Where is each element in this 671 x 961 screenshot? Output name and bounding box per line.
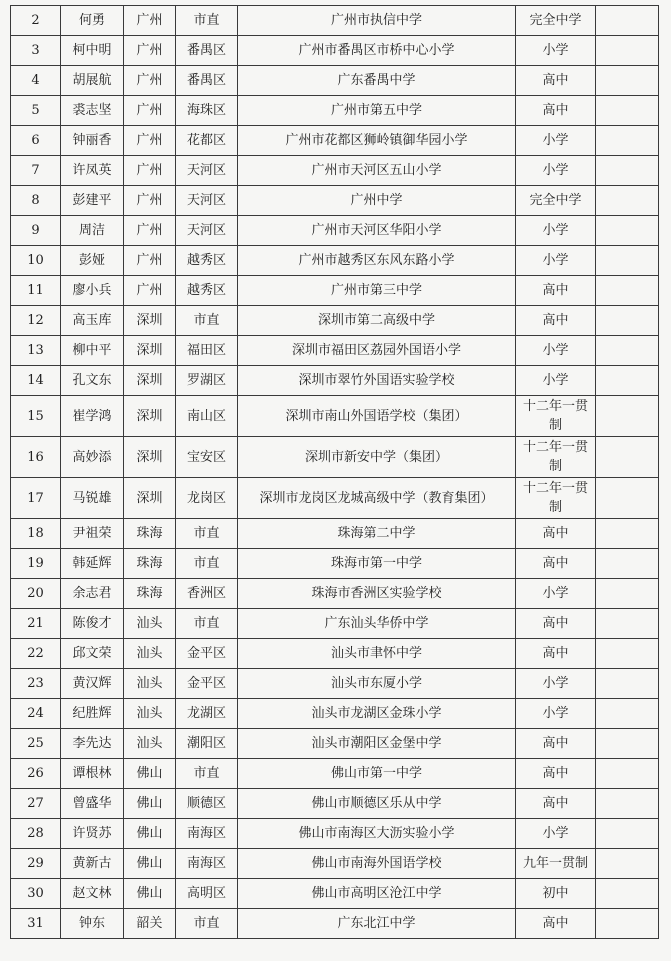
person-name-cell: 裘志坚	[61, 96, 124, 126]
school-name-cell: 广东北江中学	[238, 909, 516, 939]
school-name-cell: 深圳市福田区荔园外国语小学	[238, 336, 516, 366]
school-type-cell: 小学	[516, 699, 596, 729]
school-type-cell: 小学	[516, 246, 596, 276]
row-number-cell: 28	[11, 819, 61, 849]
table-row	[11, 549, 659, 579]
table-row	[11, 437, 659, 478]
school-type-cell: 小学	[516, 126, 596, 156]
school-type-cell: 高中	[516, 909, 596, 939]
school-type-cell: 完全中学	[516, 186, 596, 216]
person-name-cell: 高玉库	[61, 306, 124, 336]
empty-cell	[596, 437, 659, 478]
table-row	[11, 579, 659, 609]
table-row	[11, 639, 659, 669]
school-name-cell: 广州中学	[238, 186, 516, 216]
empty-cell	[596, 909, 659, 939]
empty-cell	[596, 819, 659, 849]
empty-cell	[596, 699, 659, 729]
empty-cell	[596, 789, 659, 819]
table-row	[11, 478, 659, 519]
district-cell: 海珠区	[176, 96, 238, 126]
school-type-cell: 十二年一贯制	[516, 437, 596, 478]
row-number-cell: 21	[11, 609, 61, 639]
city-cell: 广州	[124, 36, 176, 66]
city-cell: 韶关	[124, 909, 176, 939]
empty-cell	[596, 759, 659, 789]
school-name-cell: 汕头市聿怀中学	[238, 639, 516, 669]
school-name-cell: 广州市第五中学	[238, 96, 516, 126]
person-name-cell: 高妙添	[61, 437, 124, 478]
district-cell: 宝安区	[176, 437, 238, 478]
school-name-cell: 珠海市第一中学	[238, 549, 516, 579]
school-name-cell: 广州市花都区狮岭镇御华园小学	[238, 126, 516, 156]
school-name-cell: 佛山市第一中学	[238, 759, 516, 789]
person-name-cell: 谭根林	[61, 759, 124, 789]
table-row	[11, 729, 659, 759]
table-row	[11, 156, 659, 186]
row-number-cell: 16	[11, 437, 61, 478]
school-name-cell: 汕头市东厦小学	[238, 669, 516, 699]
person-name-cell: 钟东	[61, 909, 124, 939]
city-cell: 广州	[124, 186, 176, 216]
school-type-cell: 小学	[516, 819, 596, 849]
person-name-cell: 钟丽香	[61, 126, 124, 156]
district-cell: 罗湖区	[176, 366, 238, 396]
row-number-cell: 24	[11, 699, 61, 729]
city-cell: 汕头	[124, 699, 176, 729]
city-cell: 汕头	[124, 639, 176, 669]
row-number-cell: 17	[11, 478, 61, 519]
school-type-cell: 小学	[516, 579, 596, 609]
empty-cell	[596, 66, 659, 96]
person-name-cell: 廖小兵	[61, 276, 124, 306]
empty-cell	[596, 549, 659, 579]
district-cell: 花都区	[176, 126, 238, 156]
table-row	[11, 396, 659, 437]
row-number-cell: 20	[11, 579, 61, 609]
table-row	[11, 669, 659, 699]
district-cell: 市直	[176, 609, 238, 639]
city-cell: 深圳	[124, 437, 176, 478]
city-cell: 广州	[124, 66, 176, 96]
row-number-cell: 6	[11, 126, 61, 156]
row-number-cell: 26	[11, 759, 61, 789]
person-name-cell: 邱文荣	[61, 639, 124, 669]
row-number-cell: 27	[11, 789, 61, 819]
empty-cell	[596, 669, 659, 699]
city-cell: 汕头	[124, 669, 176, 699]
city-cell: 广州	[124, 276, 176, 306]
row-number-cell: 9	[11, 216, 61, 246]
empty-cell	[596, 396, 659, 437]
school-type-cell: 小学	[516, 156, 596, 186]
city-cell: 佛山	[124, 879, 176, 909]
school-type-cell: 小学	[516, 336, 596, 366]
school-type-cell: 高中	[516, 759, 596, 789]
empty-cell	[596, 126, 659, 156]
table-row	[11, 336, 659, 366]
row-number-cell: 7	[11, 156, 61, 186]
district-cell: 顺德区	[176, 789, 238, 819]
row-number-cell: 18	[11, 519, 61, 549]
school-name-cell: 深圳市龙岗区龙城高级中学（教育集团）	[238, 478, 516, 519]
empty-cell	[596, 478, 659, 519]
person-name-cell: 胡展航	[61, 66, 124, 96]
district-cell: 金平区	[176, 669, 238, 699]
row-number-cell: 8	[11, 186, 61, 216]
school-type-cell: 小学	[516, 366, 596, 396]
school-name-cell: 佛山市南海区大沥实验小学	[238, 819, 516, 849]
district-cell: 福田区	[176, 336, 238, 366]
school-name-cell: 汕头市龙湖区金珠小学	[238, 699, 516, 729]
table-row	[11, 6, 659, 36]
person-name-cell: 崔学鸿	[61, 396, 124, 437]
city-cell: 广州	[124, 156, 176, 186]
district-cell: 天河区	[176, 216, 238, 246]
school-type-cell: 九年一贯制	[516, 849, 596, 879]
school-name-cell: 深圳市第二高级中学	[238, 306, 516, 336]
school-name-cell: 广州市第三中学	[238, 276, 516, 306]
city-cell: 珠海	[124, 519, 176, 549]
district-cell: 越秀区	[176, 276, 238, 306]
school-type-cell: 初中	[516, 879, 596, 909]
table-row	[11, 126, 659, 156]
table-row	[11, 519, 659, 549]
person-name-cell: 赵文林	[61, 879, 124, 909]
city-cell: 深圳	[124, 478, 176, 519]
person-name-cell: 韩延辉	[61, 549, 124, 579]
empty-cell	[596, 849, 659, 879]
person-name-cell: 李先达	[61, 729, 124, 759]
empty-cell	[596, 216, 659, 246]
empty-cell	[596, 96, 659, 126]
school-name-cell: 佛山市顺德区乐从中学	[238, 789, 516, 819]
city-cell: 广州	[124, 216, 176, 246]
school-name-cell: 广东番禺中学	[238, 66, 516, 96]
school-name-cell: 广东汕头华侨中学	[238, 609, 516, 639]
table-row	[11, 759, 659, 789]
school-name-cell: 广州市天河区华阳小学	[238, 216, 516, 246]
district-cell: 市直	[176, 519, 238, 549]
school-type-cell: 完全中学	[516, 6, 596, 36]
city-cell: 佛山	[124, 819, 176, 849]
table-row	[11, 366, 659, 396]
city-cell: 广州	[124, 6, 176, 36]
table-row	[11, 36, 659, 66]
school-name-cell: 广州市番禺区市桥中心小学	[238, 36, 516, 66]
table-row	[11, 909, 659, 939]
row-number-cell: 12	[11, 306, 61, 336]
empty-cell	[596, 519, 659, 549]
person-name-cell: 马锐雄	[61, 478, 124, 519]
empty-cell	[596, 366, 659, 396]
school-name-cell: 广州市执信中学	[238, 6, 516, 36]
school-type-cell: 高中	[516, 789, 596, 819]
row-number-cell: 5	[11, 96, 61, 126]
row-number-cell: 3	[11, 36, 61, 66]
table-row	[11, 276, 659, 306]
school-name-cell: 珠海市香洲区实验学校	[238, 579, 516, 609]
row-number-cell: 23	[11, 669, 61, 699]
empty-cell	[596, 579, 659, 609]
city-cell: 汕头	[124, 729, 176, 759]
district-cell: 天河区	[176, 186, 238, 216]
row-number-cell: 19	[11, 549, 61, 579]
empty-cell	[596, 729, 659, 759]
person-name-cell: 纪胜辉	[61, 699, 124, 729]
district-cell: 越秀区	[176, 246, 238, 276]
city-cell: 佛山	[124, 789, 176, 819]
row-number-cell: 14	[11, 366, 61, 396]
row-number-cell: 10	[11, 246, 61, 276]
district-cell: 南海区	[176, 819, 238, 849]
table-row	[11, 246, 659, 276]
empty-cell	[596, 186, 659, 216]
table-row	[11, 216, 659, 246]
city-cell: 广州	[124, 246, 176, 276]
person-name-cell: 孔文东	[61, 366, 124, 396]
row-number-cell: 31	[11, 909, 61, 939]
school-type-cell: 高中	[516, 549, 596, 579]
row-number-cell: 22	[11, 639, 61, 669]
person-name-cell: 彭娅	[61, 246, 124, 276]
city-cell: 佛山	[124, 849, 176, 879]
school-type-cell: 高中	[516, 519, 596, 549]
school-name-cell: 佛山市高明区沧江中学	[238, 879, 516, 909]
district-cell: 龙岗区	[176, 478, 238, 519]
district-cell: 潮阳区	[176, 729, 238, 759]
district-cell: 市直	[176, 759, 238, 789]
empty-cell	[596, 609, 659, 639]
person-name-cell: 彭建平	[61, 186, 124, 216]
city-cell: 珠海	[124, 579, 176, 609]
school-type-cell: 十二年一贯制	[516, 478, 596, 519]
school-type-cell: 高中	[516, 729, 596, 759]
district-cell: 高明区	[176, 879, 238, 909]
city-cell: 珠海	[124, 549, 176, 579]
table-row	[11, 186, 659, 216]
school-type-cell: 高中	[516, 276, 596, 306]
empty-cell	[596, 639, 659, 669]
person-name-cell: 柯中明	[61, 36, 124, 66]
city-cell: 深圳	[124, 306, 176, 336]
empty-cell	[596, 6, 659, 36]
person-name-cell: 黄新古	[61, 849, 124, 879]
school-name-cell: 深圳市翠竹外国语实验学校	[238, 366, 516, 396]
school-type-cell: 高中	[516, 639, 596, 669]
district-cell: 市直	[176, 306, 238, 336]
school-type-cell: 高中	[516, 96, 596, 126]
district-cell: 香洲区	[176, 579, 238, 609]
district-cell: 天河区	[176, 156, 238, 186]
school-type-cell: 小学	[516, 669, 596, 699]
empty-cell	[596, 306, 659, 336]
district-cell: 市直	[176, 6, 238, 36]
school-roster-table	[10, 5, 659, 939]
empty-cell	[596, 336, 659, 366]
table-row	[11, 66, 659, 96]
school-name-cell: 广州市越秀区东风东路小学	[238, 246, 516, 276]
person-name-cell: 陈俊才	[61, 609, 124, 639]
table-body	[11, 6, 659, 939]
person-name-cell: 柳中平	[61, 336, 124, 366]
school-type-cell: 十二年一贯制	[516, 396, 596, 437]
person-name-cell: 尹祖荣	[61, 519, 124, 549]
empty-cell	[596, 276, 659, 306]
empty-cell	[596, 879, 659, 909]
school-name-cell: 珠海第二中学	[238, 519, 516, 549]
table-row	[11, 699, 659, 729]
school-type-cell: 高中	[516, 609, 596, 639]
school-type-cell: 小学	[516, 36, 596, 66]
empty-cell	[596, 246, 659, 276]
empty-cell	[596, 156, 659, 186]
table-row	[11, 849, 659, 879]
district-cell: 番禺区	[176, 66, 238, 96]
city-cell: 广州	[124, 96, 176, 126]
table-row	[11, 879, 659, 909]
row-number-cell: 30	[11, 879, 61, 909]
school-type-cell: 小学	[516, 216, 596, 246]
table-row	[11, 819, 659, 849]
empty-cell	[596, 36, 659, 66]
school-name-cell: 深圳市南山外国语学校（集团）	[238, 396, 516, 437]
district-cell: 市直	[176, 909, 238, 939]
person-name-cell: 黄汉辉	[61, 669, 124, 699]
city-cell: 深圳	[124, 336, 176, 366]
row-number-cell: 15	[11, 396, 61, 437]
city-cell: 深圳	[124, 366, 176, 396]
row-number-cell: 29	[11, 849, 61, 879]
table-row	[11, 609, 659, 639]
person-name-cell: 曾盛华	[61, 789, 124, 819]
person-name-cell: 余志君	[61, 579, 124, 609]
district-cell: 市直	[176, 549, 238, 579]
city-cell: 汕头	[124, 609, 176, 639]
row-number-cell: 13	[11, 336, 61, 366]
table-row	[11, 96, 659, 126]
person-name-cell: 何勇	[61, 6, 124, 36]
school-name-cell: 佛山市南海外国语学校	[238, 849, 516, 879]
person-name-cell: 周洁	[61, 216, 124, 246]
city-cell: 深圳	[124, 396, 176, 437]
table-row	[11, 306, 659, 336]
school-type-cell: 高中	[516, 306, 596, 336]
table-row	[11, 789, 659, 819]
person-name-cell: 许凤英	[61, 156, 124, 186]
row-number-cell: 25	[11, 729, 61, 759]
school-name-cell: 广州市天河区五山小学	[238, 156, 516, 186]
district-cell: 龙湖区	[176, 699, 238, 729]
city-cell: 佛山	[124, 759, 176, 789]
district-cell: 金平区	[176, 639, 238, 669]
row-number-cell: 2	[11, 6, 61, 36]
district-cell: 南海区	[176, 849, 238, 879]
person-name-cell: 许贤苏	[61, 819, 124, 849]
school-type-cell: 高中	[516, 66, 596, 96]
row-number-cell: 11	[11, 276, 61, 306]
district-cell: 南山区	[176, 396, 238, 437]
row-number-cell: 4	[11, 66, 61, 96]
city-cell: 广州	[124, 126, 176, 156]
district-cell: 番禺区	[176, 36, 238, 66]
school-name-cell: 汕头市潮阳区金堡中学	[238, 729, 516, 759]
school-name-cell: 深圳市新安中学（集团）	[238, 437, 516, 478]
